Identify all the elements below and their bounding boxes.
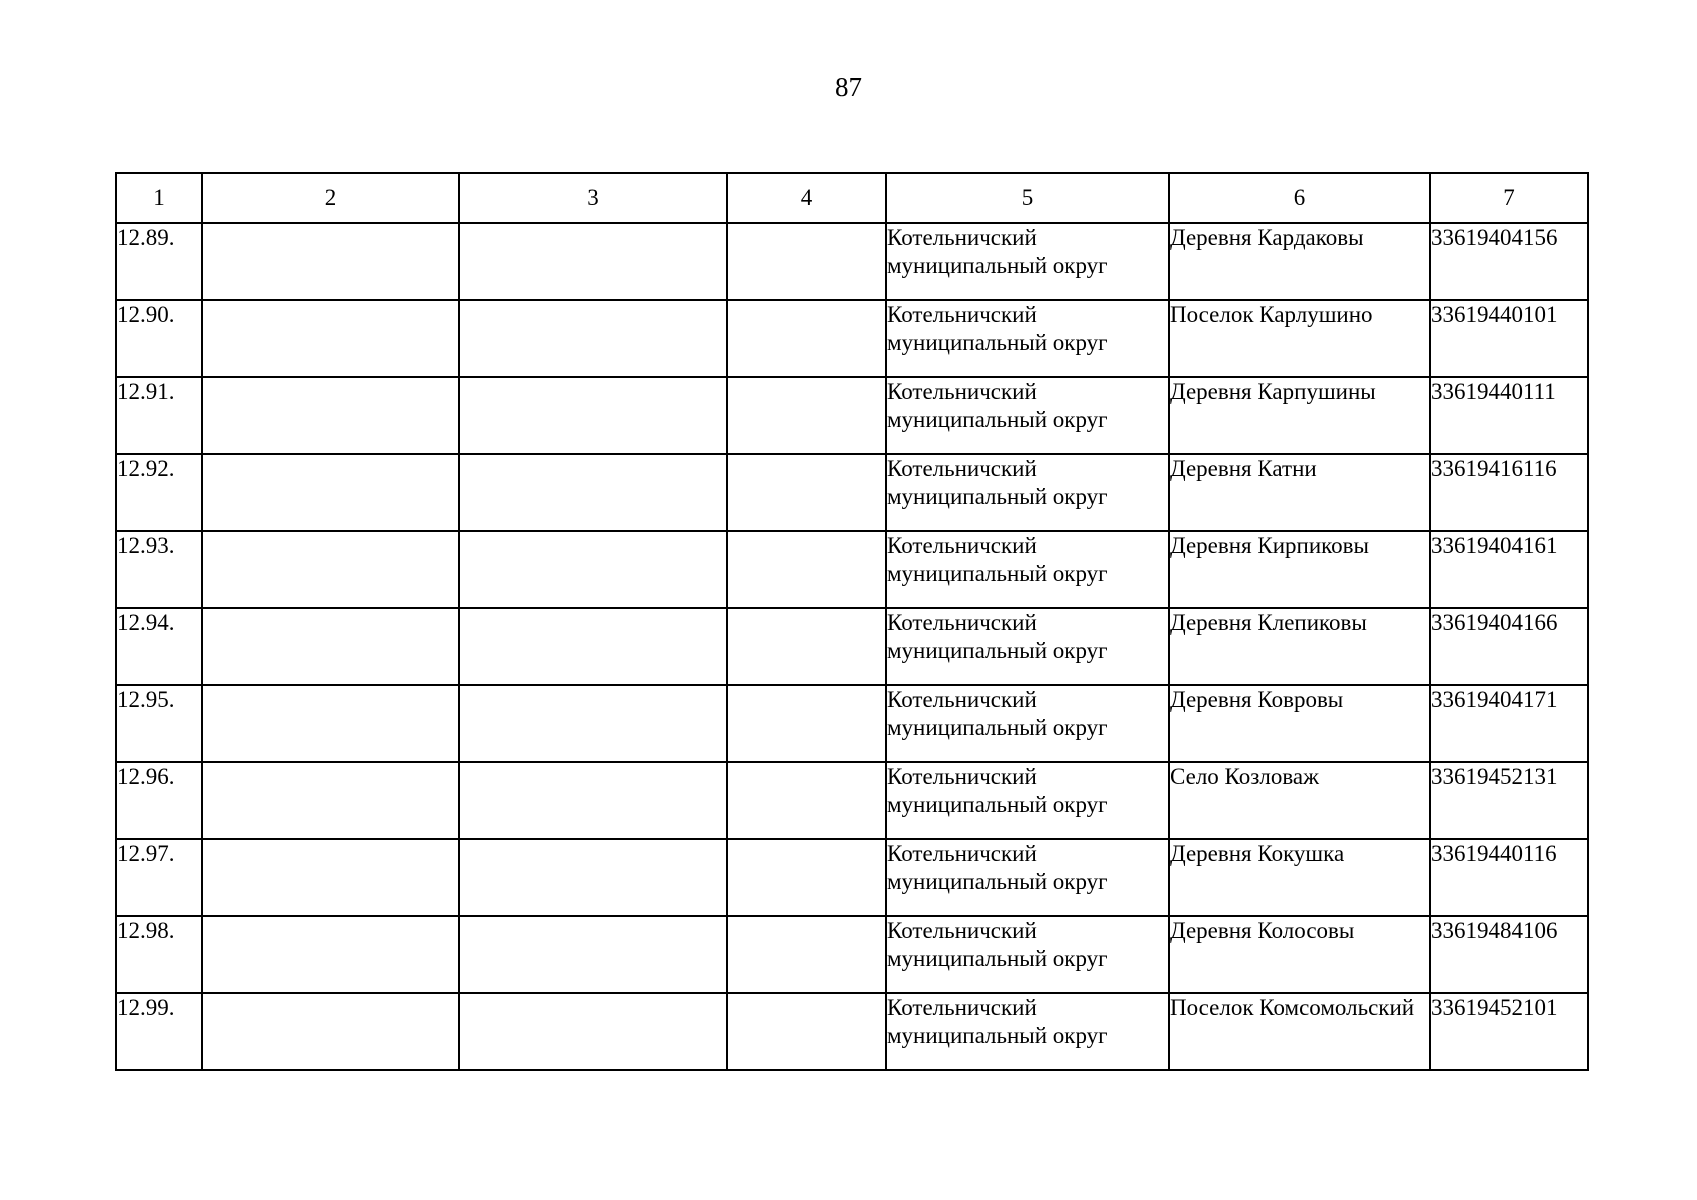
column-3-cell bbox=[459, 223, 727, 300]
row-number-cell: 12.90. bbox=[116, 300, 202, 377]
column-header-3: 3 bbox=[459, 173, 727, 223]
settlement-cell: Село Козловаж bbox=[1169, 762, 1430, 839]
row-number-cell: 12.99. bbox=[116, 993, 202, 1070]
oktmo-code-cell: 33619404156 bbox=[1430, 223, 1588, 300]
table-row bbox=[116, 762, 1588, 839]
column-3-cell bbox=[459, 993, 727, 1070]
oktmo-code-cell: 33619416116 bbox=[1430, 454, 1588, 531]
table-row bbox=[116, 300, 1588, 377]
column-header-6: 6 bbox=[1169, 173, 1430, 223]
column-3-cell bbox=[459, 377, 727, 454]
column-4-cell bbox=[727, 839, 886, 916]
row-number-cell: 12.89. bbox=[116, 223, 202, 300]
table-row bbox=[116, 608, 1588, 685]
table-row bbox=[116, 223, 1588, 300]
settlements-table bbox=[115, 172, 1589, 1071]
column-2-cell bbox=[202, 377, 459, 454]
column-3-cell bbox=[459, 762, 727, 839]
oktmo-code-cell: 33619440111 bbox=[1430, 377, 1588, 454]
row-number-cell: 12.94. bbox=[116, 608, 202, 685]
column-2-cell bbox=[202, 300, 459, 377]
column-2-cell bbox=[202, 608, 459, 685]
column-3-cell bbox=[459, 608, 727, 685]
column-2-cell bbox=[202, 454, 459, 531]
page-number: 87 bbox=[835, 72, 862, 102]
column-header-7: 7 bbox=[1430, 173, 1588, 223]
settlement-cell: Деревня Колосовы bbox=[1169, 916, 1430, 993]
column-3-cell bbox=[459, 454, 727, 531]
column-3-cell bbox=[459, 300, 727, 377]
oktmo-code-cell: 33619404171 bbox=[1430, 685, 1588, 762]
district-cell: Котельничский муниципальный округ bbox=[886, 993, 1169, 1070]
district-cell: Котельничский муниципальный округ bbox=[886, 685, 1169, 762]
settlement-cell: Поселок Карлушино bbox=[1169, 300, 1430, 377]
row-number-cell: 12.96. bbox=[116, 762, 202, 839]
settlement-cell: Деревня Кирпиковы bbox=[1169, 531, 1430, 608]
settlement-cell: Деревня Катни bbox=[1169, 454, 1430, 531]
column-header-1: 1 bbox=[116, 173, 202, 223]
column-4-cell bbox=[727, 916, 886, 993]
row-number-cell: 12.98. bbox=[116, 916, 202, 993]
table-row bbox=[116, 377, 1588, 454]
column-4-cell bbox=[727, 377, 886, 454]
oktmo-code-cell: 33619440116 bbox=[1430, 839, 1588, 916]
district-cell: Котельничский муниципальный округ bbox=[886, 608, 1169, 685]
column-2-cell bbox=[202, 531, 459, 608]
oktmo-code-cell: 33619484106 bbox=[1430, 916, 1588, 993]
column-header-5: 5 bbox=[886, 173, 1169, 223]
district-cell: Котельничский муниципальный округ bbox=[886, 762, 1169, 839]
row-number-cell: 12.97. bbox=[116, 839, 202, 916]
table-row bbox=[116, 531, 1588, 608]
table-row bbox=[116, 993, 1588, 1070]
column-3-cell bbox=[459, 839, 727, 916]
oktmo-code-cell: 33619452101 bbox=[1430, 993, 1588, 1070]
district-cell: Котельничский муниципальный округ bbox=[886, 531, 1169, 608]
table-row bbox=[116, 916, 1588, 993]
row-number-cell: 12.93. bbox=[116, 531, 202, 608]
column-2-cell bbox=[202, 685, 459, 762]
settlement-cell: Деревня Клепиковы bbox=[1169, 608, 1430, 685]
row-number-cell: 12.92. bbox=[116, 454, 202, 531]
column-header-4: 4 bbox=[727, 173, 886, 223]
district-cell: Котельничский муниципальный округ bbox=[886, 839, 1169, 916]
column-4-cell bbox=[727, 454, 886, 531]
column-4-cell bbox=[727, 993, 886, 1070]
oktmo-code-cell: 33619404166 bbox=[1430, 608, 1588, 685]
header-row bbox=[116, 173, 1588, 223]
settlement-cell: Деревня Карпушины bbox=[1169, 377, 1430, 454]
settlement-cell: Деревня Кокушка bbox=[1169, 839, 1430, 916]
district-cell: Котельничский муниципальный округ bbox=[886, 454, 1169, 531]
column-3-cell bbox=[459, 531, 727, 608]
table-row bbox=[116, 839, 1588, 916]
district-cell: Котельничский муниципальный округ bbox=[886, 916, 1169, 993]
column-2-cell bbox=[202, 993, 459, 1070]
column-4-cell bbox=[727, 685, 886, 762]
settlement-cell: Поселок Комсомольский bbox=[1169, 993, 1430, 1070]
oktmo-code-cell: 33619452131 bbox=[1430, 762, 1588, 839]
oktmo-code-cell: 33619404161 bbox=[1430, 531, 1588, 608]
column-4-cell bbox=[727, 762, 886, 839]
column-3-cell bbox=[459, 685, 727, 762]
column-2-cell bbox=[202, 839, 459, 916]
settlement-cell: Деревня Кардаковы bbox=[1169, 223, 1430, 300]
settlement-cell: Деревня Ковровы bbox=[1169, 685, 1430, 762]
district-cell: Котельничский муниципальный округ bbox=[886, 223, 1169, 300]
column-2-cell bbox=[202, 223, 459, 300]
district-cell: Котельничский муниципальный округ bbox=[886, 300, 1169, 377]
column-4-cell bbox=[727, 223, 886, 300]
oktmo-code-cell: 33619440101 bbox=[1430, 300, 1588, 377]
district-cell: Котельничский муниципальный округ bbox=[886, 377, 1169, 454]
column-2-cell bbox=[202, 916, 459, 993]
row-number-cell: 12.91. bbox=[116, 377, 202, 454]
column-3-cell bbox=[459, 916, 727, 993]
table-row bbox=[116, 685, 1588, 762]
column-4-cell bbox=[727, 608, 886, 685]
table-row bbox=[116, 454, 1588, 531]
row-number-cell: 12.95. bbox=[116, 685, 202, 762]
column-4-cell bbox=[727, 531, 886, 608]
column-header-2: 2 bbox=[202, 173, 459, 223]
column-4-cell bbox=[727, 300, 886, 377]
column-2-cell bbox=[202, 762, 459, 839]
